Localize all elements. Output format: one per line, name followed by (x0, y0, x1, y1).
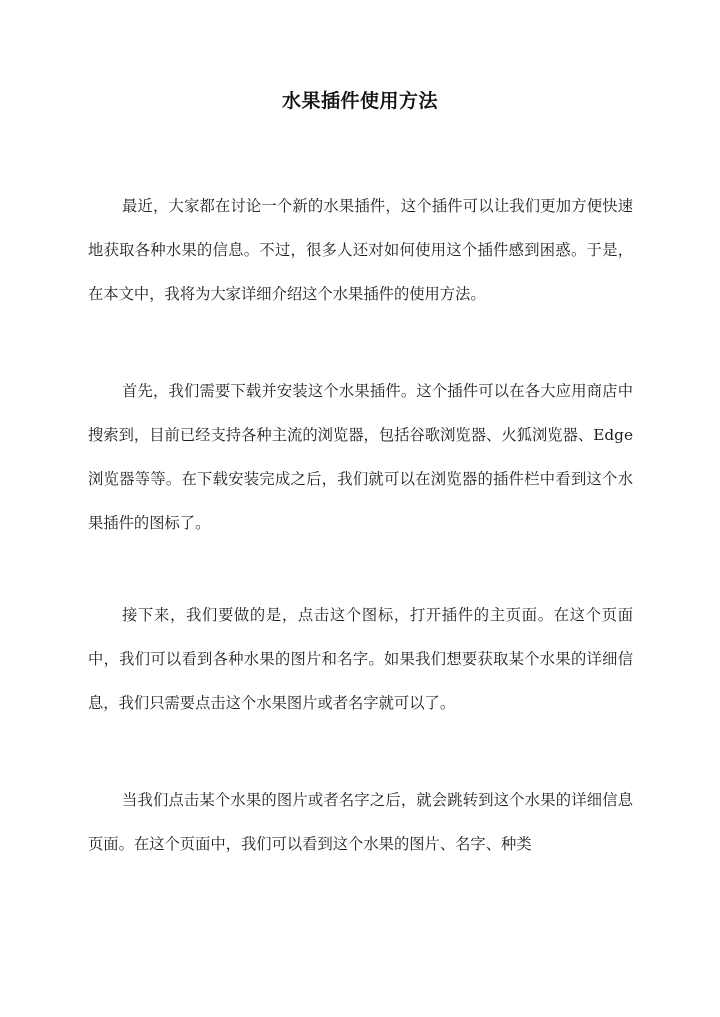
paragraph-install: 首先，我们需要下载并安装这个水果插件。这个插件可以在各大应用商店中搜索到，目前已经支持各种主流的浏览器，包括谷歌浏览器、火狐浏览器、Edge浏览器等等。在下载安装完成之后，我们就可以在浏览器的插件栏中看到这个水果插件的图标了。 (88, 382, 633, 532)
paragraph-open-plugin: 接下来，我们要做的是，点击这个图标，打开插件的主页面。在这个页面中，我们可以看到各种水果的图片和名字。如果我们想要获取某个水果的详细信息，我们只需要点击这个水果图片或者名字就可以了。 (88, 606, 633, 712)
document-title: 水果插件使用方法 (281, 90, 438, 112)
paragraph-intro: 最近，大家都在讨论一个新的水果插件，这个插件可以让我们更加方便快速地获取各种水果的信息。不过，很多人还对如何使用这个插件感到困惑。于是，在本文中，我将为大家详细介绍这个水果插件的使用方法。 (88, 197, 633, 303)
paragraph-detail-page: 当我们点击某个水果的图片或者名字之后，就会跳转到这个水果的详细信息页面。在这个页面中，我们可以看到这个水果的图片、名字、种类 (88, 791, 633, 853)
